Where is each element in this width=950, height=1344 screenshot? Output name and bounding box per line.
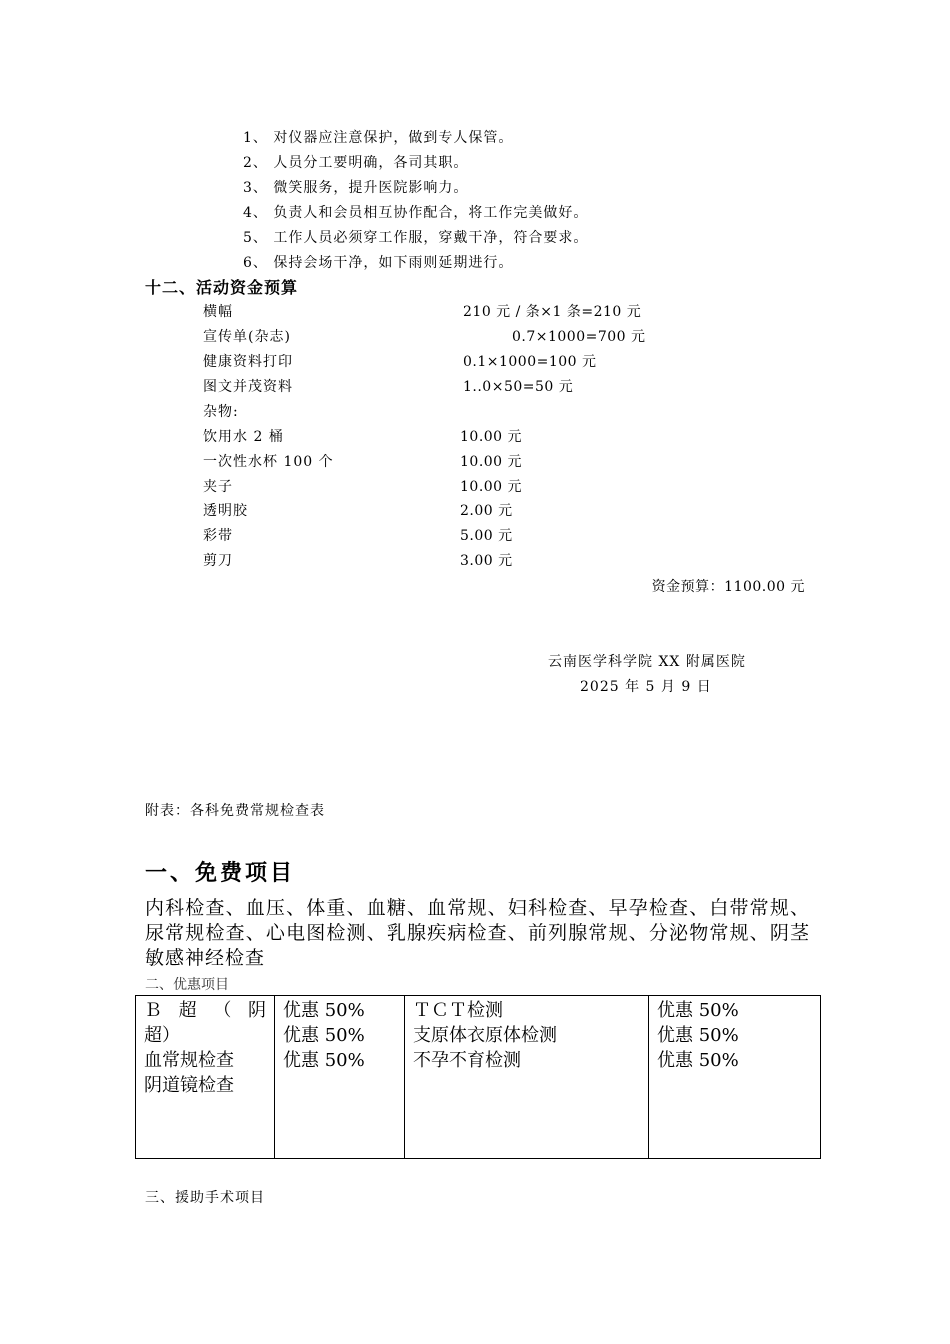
- budget-label-clips: 夹子: [203, 479, 233, 495]
- discount-rates-col2: [275, 996, 405, 1159]
- budget-label-print: 健康资料打印: [203, 354, 293, 370]
- col1-char: Ｂ: [144, 1000, 162, 1021]
- table-row: [136, 996, 821, 1159]
- discount-section-heading: 二、优惠项目: [145, 977, 229, 993]
- budget-heading: 十二、活动资金预算: [145, 278, 299, 297]
- budget-label-scissors: 剪刀: [203, 553, 233, 569]
- col1-char: 超: [178, 1000, 197, 1021]
- signature-org: 云南医学科学院 XX 附属医院: [548, 654, 746, 670]
- col1-first-line: [144, 998, 266, 1023]
- requirement-item-4: 4、 负责人和会员相互协作配合，将工作完美做好。: [243, 205, 589, 221]
- discount-item-blood-routine: 血常规检查: [144, 1050, 234, 1071]
- requirement-item-5: 5、 工作人员必须穿工作服，穿戴干净，符合要求。: [243, 230, 589, 246]
- requirement-item-2: 2、 人员分工要明确，各司其职。: [243, 155, 469, 171]
- requirement-item-3: 3、 微笑服务，提升医院影响力。: [243, 180, 469, 196]
- budget-label-ribbon: 彩带: [203, 528, 233, 544]
- budget-value-cups: 10.00 元: [460, 454, 523, 470]
- budget-label-tape: 透明胶: [203, 503, 248, 519]
- budget-value-banner: 210 元 / 条×1 条=210 元: [463, 304, 642, 320]
- budget-label-misc: 杂物:: [203, 404, 239, 420]
- budget-label-illustrated: 图文并茂资料: [203, 379, 293, 395]
- col1-char: 阴: [247, 1000, 266, 1021]
- annex-title: 附表：各科免费常规检查表: [145, 803, 325, 819]
- discount-table: [135, 995, 821, 1159]
- discount-item-infertility: 不孕不育检测: [413, 1050, 521, 1071]
- budget-value-clips: 10.00 元: [460, 479, 523, 495]
- discount-rates-col4: [649, 996, 821, 1159]
- discount-item-b-ultrasound-end: 超）: [144, 1025, 180, 1046]
- discount-rate: 优惠 50%: [657, 1000, 739, 1021]
- budget-value-flyer: 0.7×1000=700 元: [512, 329, 646, 345]
- discount-items-col3: [405, 996, 649, 1159]
- budget-total: 资金预算：1100.00 元: [651, 579, 805, 595]
- discount-rate: 优惠 50%: [283, 1050, 365, 1071]
- discount-rate: 优惠 50%: [657, 1025, 739, 1046]
- requirement-item-1: 1、 对仪器应注意保护，做到专人保管。: [243, 130, 514, 146]
- discount-rate: 优惠 50%: [657, 1050, 739, 1071]
- free-section-text: 内科检查、血压、体重、血糖、血常规、妇科检查、早孕检查、白带常规、尿常规检查、心电图检测、乳腺疾病检查、前列腺常规、分泌物常规、阴茎敏感神经检查: [145, 897, 810, 969]
- budget-label-banner: 横幅: [203, 304, 233, 320]
- discount-rate: 优惠 50%: [283, 1000, 365, 1021]
- discount-rate: 优惠 50%: [283, 1025, 365, 1046]
- budget-value-illustrated: 1..0×50=50 元: [463, 379, 574, 395]
- budget-label-flyer: 宣传单(杂志): [203, 329, 291, 345]
- col1-char: （: [213, 1000, 232, 1021]
- requirement-item-6: 6、 保持会场干净，如下雨则延期进行。: [243, 255, 514, 271]
- discount-item-mycoplasma: 支原体衣原体检测: [413, 1025, 557, 1046]
- budget-label-cups: 一次性水杯 100 个: [203, 454, 334, 470]
- budget-value-print: 0.1×1000=100 元: [463, 354, 597, 370]
- discount-item-tct: ＴＣＴ检测: [413, 1000, 503, 1021]
- budget-value-scissors: 3.00 元: [460, 553, 513, 569]
- discount-item-colposcopy: 阴道镜检查: [144, 1075, 234, 1096]
- discount-items-col1: [136, 996, 275, 1159]
- free-section-heading: 一、免费项目: [145, 860, 296, 886]
- budget-value-ribbon: 5.00 元: [460, 528, 513, 544]
- budget-label-water: 饮用水 2 桶: [203, 429, 284, 445]
- budget-value-water: 10.00 元: [460, 429, 523, 445]
- signature-date: 2025 年 5 月 9 日: [580, 679, 712, 695]
- budget-value-tape: 2.00 元: [460, 503, 513, 519]
- surgery-section-heading: 三、援助手术项目: [145, 1190, 265, 1206]
